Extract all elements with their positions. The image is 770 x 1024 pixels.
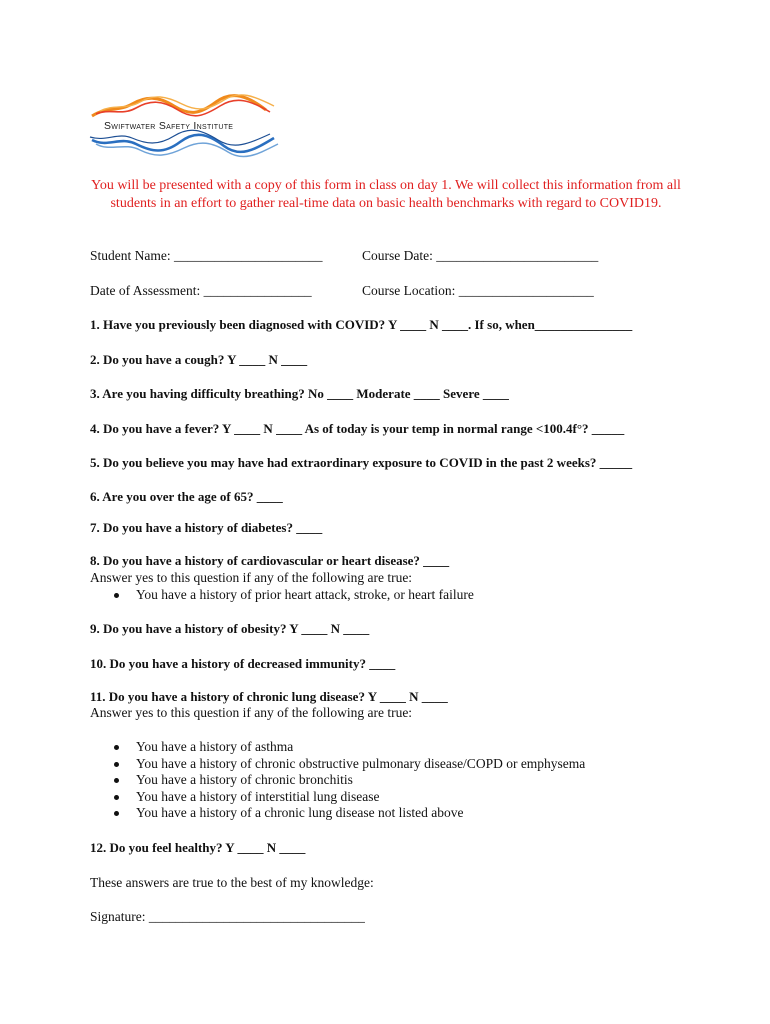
list-item: You have a history of prior heart attack, stroke, or heart failure — [110, 587, 474, 604]
question-7[interactable]: 7. Do you have a history of diabetes? ____ — [90, 520, 323, 535]
list-item: You have a history of interstitial lung disease — [110, 789, 585, 806]
question-11-bullets — [110, 739, 585, 822]
date-of-assessment-field[interactable]: Date of Assessment: ________________ — [90, 283, 312, 298]
question-3[interactable]: 3. Are you having difficulty breathing? No ____ Moderate ____ Severe ____ — [90, 386, 509, 401]
logo-text: Swiftwater Safety Institute — [104, 120, 234, 132]
attestation-statement: These answers are true to the best of my knowledge: — [90, 875, 374, 890]
question-5[interactable]: 5. Do you believe you may have had extraordinary exposure to COVID in the past 2 weeks? _____ — [90, 455, 633, 470]
question-8-bullets — [110, 587, 474, 604]
question-11[interactable]: 11. Do you have a history of chronic lung disease? Y ____ N ____ — [90, 689, 448, 704]
student-name-field[interactable]: Student Name: ______________________ — [90, 248, 323, 263]
question-11-note: Answer yes to this question if any of the following are true: — [90, 705, 413, 720]
list-item: You have a history of chronic bronchitis — [110, 772, 585, 789]
list-item: You have a history of chronic obstructive pulmonary disease/COPD or emphysema — [110, 756, 585, 773]
institute-logo — [88, 92, 284, 162]
course-date-field[interactable]: Course Date: ________________________ — [362, 248, 599, 263]
question-2[interactable]: 2. Do you have a cough? Y ____ N ____ — [90, 352, 308, 367]
course-location-field[interactable]: Course Location: ____________________ — [362, 283, 594, 298]
question-12[interactable]: 12. Do you feel healthy? Y ____ N ____ — [90, 840, 306, 855]
list-item: You have a history of asthma — [110, 739, 585, 756]
field-row-1 — [90, 248, 599, 264]
question-1[interactable]: 1. Have you previously been diagnosed with COVID? Y ____ N ____. If so, when_______________ — [90, 317, 633, 332]
intro-notice: You will be presented with a copy of this form in class on day 1. We will collect this information from all students in an effort to gather real-time data on basic health benchmarks with regard to COVID19. — [91, 178, 681, 211]
question-4[interactable]: 4. Do you have a fever? Y ____ N ____ As of today is your temp in normal range <100.4f°? _____ — [90, 421, 625, 436]
question-10[interactable]: 10. Do you have a history of decreased immunity? ____ — [90, 656, 396, 671]
signature-field[interactable]: Signature: ________________________________ — [90, 909, 365, 924]
list-item: You have a history of a chronic lung disease not listed above — [110, 805, 585, 822]
question-8-note: Answer yes to this question if any of the following are true: — [90, 570, 413, 585]
field-row-2 — [90, 283, 594, 299]
question-8[interactable]: 8. Do you have a history of cardiovascular or heart disease? ____ — [90, 553, 450, 568]
question-9[interactable]: 9. Do you have a history of obesity? Y ____ N ____ — [90, 621, 370, 636]
question-6[interactable]: 6. Are you over the age of 65? ____ — [90, 489, 283, 504]
